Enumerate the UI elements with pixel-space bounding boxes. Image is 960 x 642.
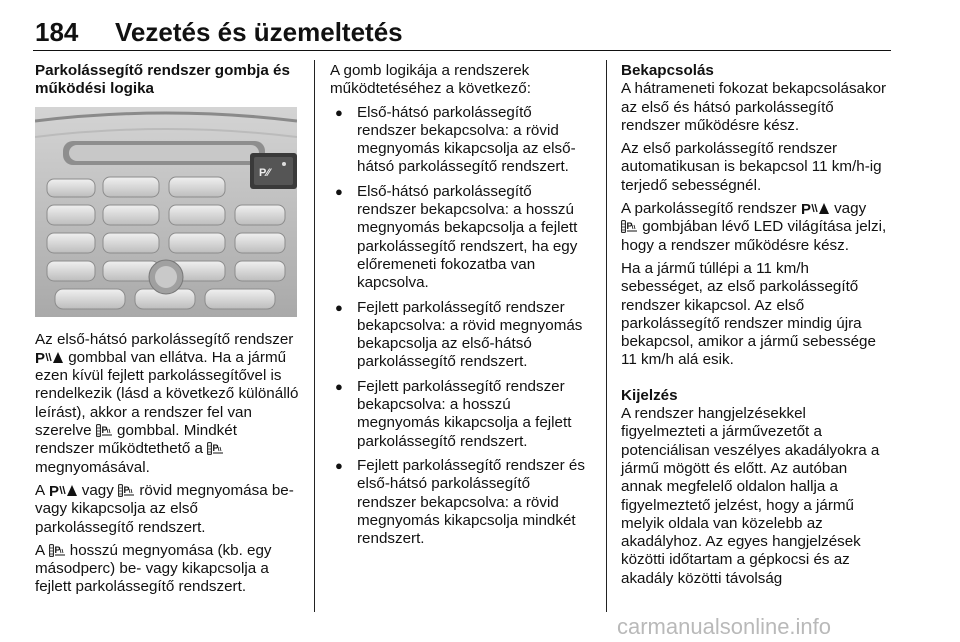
park-assist-icon [35, 350, 64, 364]
chapter-title: Vezetés és üzemeltetés [115, 17, 403, 47]
column-right [621, 62, 887, 593]
list-item: ● Első-hátsó parkolássegítő rendszer bekapcsolva: a hosszú megnyomás bekapcsolja a fejlett parkolássegítő rendszert, ha egy előremeneti fokozatba van kapcsolva. [330, 183, 592, 293]
list-item: ● Fejlett parkolássegítő rendszer bekapcsolva: a hosszú megnyomás kikapcsolja a fejlett parkolássegítő rendszert. [330, 378, 592, 451]
paragraph: A hosszú megnyomása (kb. egy másodperc) be- vagy kikapcsolja a fejlett parkolássegítő rendszert. [35, 541, 272, 596]
list-item: ● Fejlett parkolássegítő rendszer bekapcsolva: a rövid megnyomás bekapcsolja az első-hátsó parkolássegítő rendszert. [330, 299, 592, 372]
paragraph: Az első-hátsó parkolássegítő rendszer gombbal van ellátva. Ha a jármű ezen kívül fejlett parkolássegítővel is rendelkezik (lásd a következő különálló leírást), akkor a rendszer fel van szerelve gombbal. Mindkét rendszer működtethető a megnyomásával. [35, 330, 299, 476]
watermark: carmanualsonline.info [617, 614, 832, 639]
paragraph: A vagy rövid megnyomása be- vagy kikapcsolja az első parkolássegítő rendszert. [35, 481, 294, 536]
button-panel-photo [35, 107, 297, 317]
paragraph: A gomb logikája a rendszerek működtetéséhez a következő: [330, 62, 531, 98]
advanced-park-assist-icon [118, 484, 135, 497]
column-divider [606, 60, 607, 612]
advanced-park-assist-icon [49, 544, 66, 557]
column-middle [330, 62, 592, 554]
column-left [35, 62, 299, 602]
column-divider [314, 60, 315, 612]
paragraph: A hátrameneti fokozat bekapcsolásakor az első és hátsó parkolássegítő rendszer működésre kész. [621, 80, 887, 134]
park-assist-icon [801, 201, 830, 215]
section-heading: Parkolássegítő rendszer gombja és működési logika [35, 62, 290, 98]
advanced-park-assist-icon [207, 442, 224, 455]
paragraph: A parkolássegítő rendszer vagy gombjában lévő LED világítása jelzi, hogy a rendszer működésre kész. [621, 200, 887, 254]
advanced-park-assist-icon [96, 424, 113, 437]
section-heading: Kijelzés [621, 386, 678, 404]
advanced-park-assist-icon [621, 220, 638, 233]
page-number: 184 [35, 17, 79, 47]
paragraph: Ha a jármű túllépi a 11 km/h sebességet, az első parkolássegítő rendszer kikapcsol. Az első parkolássegítő rendszer mindig újra bekapcsol, amikor a jármű sebessége 11 km/h alá esik. [621, 259, 876, 369]
svg-text:P⁄⁄: P⁄⁄ [259, 166, 271, 179]
list-item: ● Első-hátsó parkolássegítő rendszer bekapcsolva: a rövid megnyomás kikapcsolja az első-hátsó parkolássegítő rendszert. [330, 104, 592, 177]
park-assist-icon [49, 483, 78, 497]
section-heading: Bekapcsolás [621, 62, 714, 79]
paragraph: A rendszer hangjelzésekkel figyelmezteti a járművezetőt a potenciálisan veszélyes akadályokra a jármű mögött és előtt. Az autóban annak megfelelő oldalon hallja a figyelmeztető jelzést, hogy a jármű melyik oldala van közelebb az akadályhoz. Az egyes hangjelzések közötti időtartam a gépkocsi és az akadály közötti távolság [621, 405, 880, 587]
paragraph: Az első parkolássegítő rendszer automatikusan is bekapcsol 11 km/h-ig terjedő sebességnél. [621, 140, 882, 194]
page-header [33, 16, 891, 51]
list-item: ● Fejlett parkolássegítő rendszer és első-hátsó parkolássegítő rendszer bekapcsolva: a rövid megnyomás kikapcsolja mindkét rendszert. [330, 457, 592, 548]
bullet-list [330, 104, 592, 549]
